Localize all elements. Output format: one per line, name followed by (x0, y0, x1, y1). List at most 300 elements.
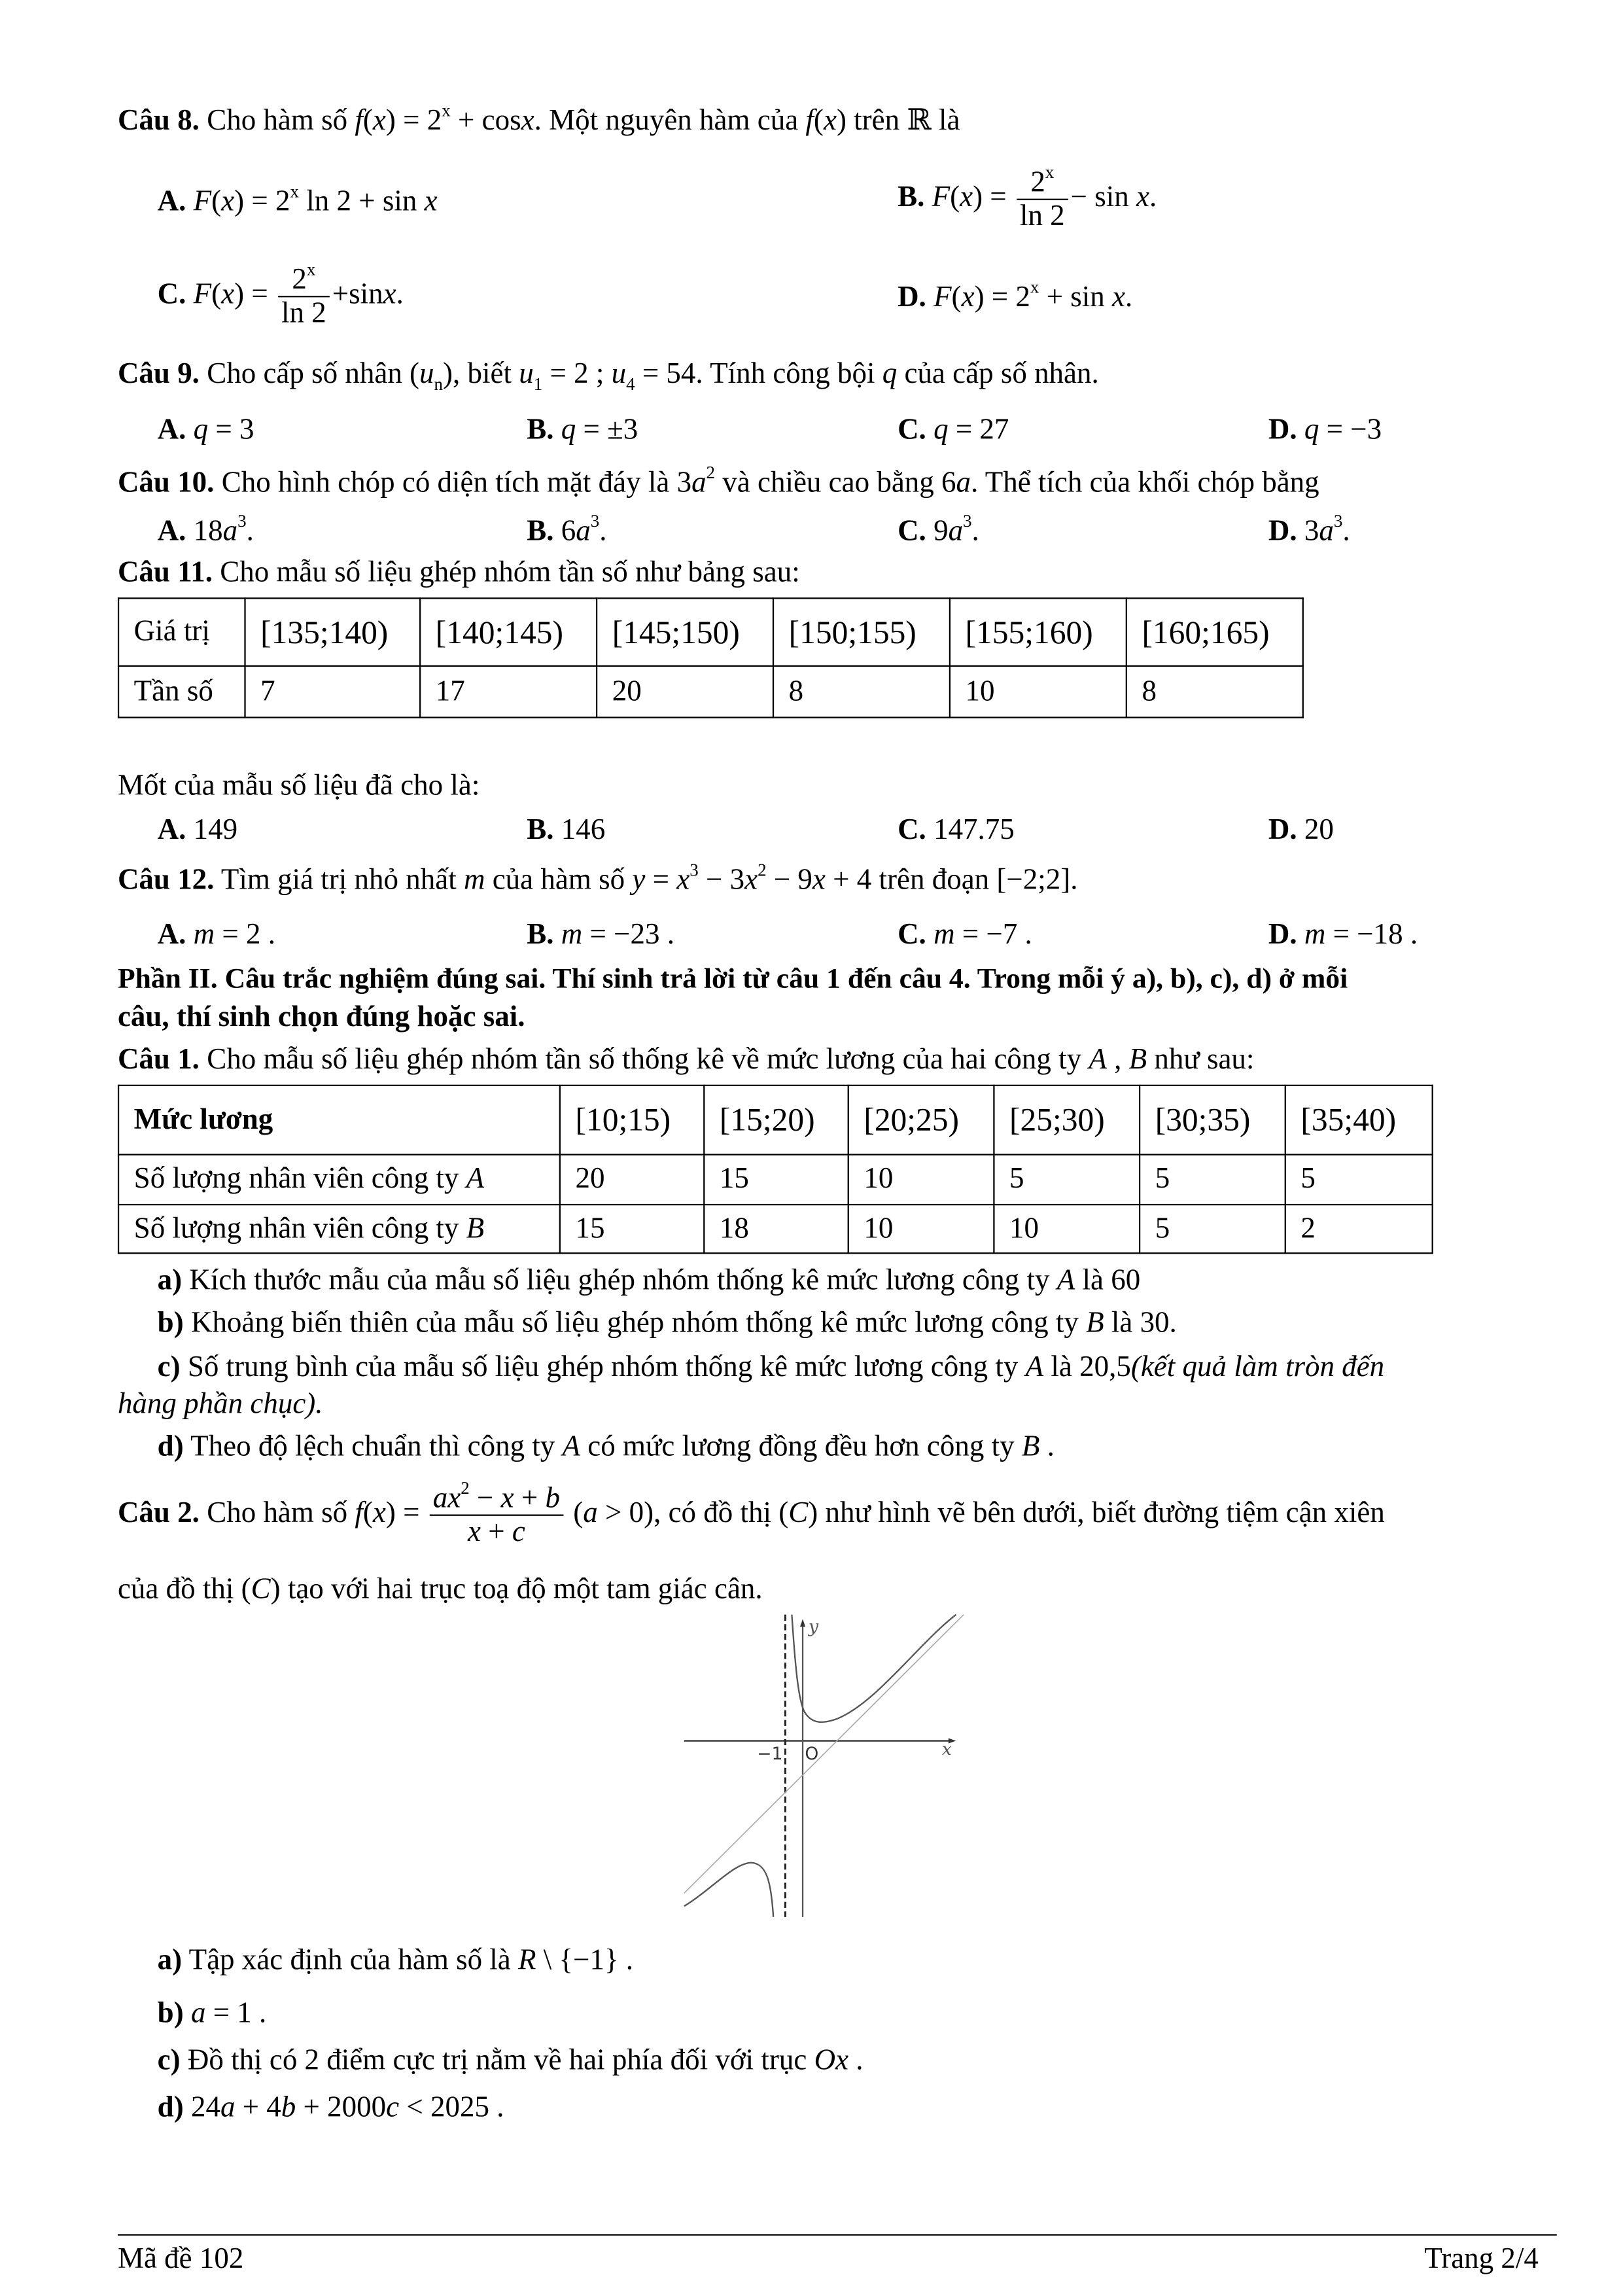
bold-text: C. (898, 813, 926, 847)
text-segment: . (1039, 1430, 1055, 1463)
q12-option-b (527, 917, 674, 952)
text-segment: ( (211, 185, 222, 218)
text-segment: = 54. Tính công bội (635, 357, 882, 391)
bold-text: A. (157, 414, 186, 446)
text-segment: Cho hàm số (199, 104, 355, 137)
text-segment: + cos (450, 104, 521, 137)
q12-option-a (158, 917, 275, 952)
math-variable: x (221, 278, 235, 311)
bold-text: B. (898, 181, 925, 214)
bold-text: A. (157, 918, 186, 951)
math-variable: y (632, 864, 646, 896)
bold-text: B. (527, 515, 554, 548)
math-variable: q (561, 414, 576, 446)
bold-text: B. (527, 414, 554, 446)
text-segment: Cho mẫu số liệu ghép nhóm tần số như bảng sau: (212, 556, 800, 589)
text-segment: . (396, 278, 404, 311)
text-segment: ) tạo với hai trục toạ độ một tam giác cân. (270, 1573, 763, 1606)
math-variable: hàng phần chục). (117, 1388, 323, 1421)
table-cell: 18 (704, 1205, 848, 1253)
table-cell: [20;25) (848, 1086, 994, 1155)
math-variable: x (676, 864, 690, 896)
fraction (279, 258, 330, 330)
text-segment: Số lượng nhân viên công ty (133, 1162, 466, 1195)
math-variable: C (251, 1573, 271, 1606)
bold-text: d) (157, 2091, 184, 2124)
exam-code: Mã đề 102 (117, 2242, 244, 2276)
math-variable: Ox (814, 2044, 849, 2077)
text-segment: = 27 (948, 414, 1009, 446)
text-segment: = 2 . (215, 918, 276, 951)
text-segment: = 3 (208, 414, 254, 446)
math-variable: A (466, 1162, 485, 1195)
table-cell: 15 (704, 1155, 848, 1205)
table-row (118, 1205, 1433, 1253)
math-variable: x (467, 1515, 481, 1549)
table-cell: 10 (848, 1205, 994, 1253)
math-variable: u (419, 357, 434, 391)
text-segment: Số trung bình của mẫu số liệu ghép nhóm thống kê mức lương công ty (180, 1351, 1026, 1384)
text-segment: 2 (1030, 166, 1045, 199)
q11-frequency-table (118, 597, 1304, 718)
math-variable: ax (432, 1482, 461, 1515)
superscript: 3 (237, 510, 247, 531)
p2-statement-b (158, 1996, 267, 2031)
q9-option-a (158, 412, 254, 448)
table-cell: 20 (560, 1155, 704, 1205)
math-variable: q (934, 414, 949, 446)
table-cell: 10 (848, 1155, 994, 1205)
denominator (279, 297, 330, 329)
bold-text: Câu 10. (117, 467, 215, 499)
q9-option-d (1268, 412, 1382, 448)
math-variable: a (691, 467, 707, 499)
text-segment: 24 (183, 2091, 220, 2124)
label-x: x (941, 1739, 952, 1760)
text-segment: là 30. (1104, 1307, 1177, 1339)
bold-text: A. (157, 813, 186, 847)
text-segment: ( (211, 278, 222, 311)
q11-option-c (898, 813, 1015, 848)
math-variable: a (220, 2091, 236, 2124)
math-variable: m (463, 864, 485, 896)
math-variable: R (518, 1944, 536, 1977)
q8-option-b (898, 162, 1157, 233)
page-number: Trang 2/4 (1424, 2242, 1539, 2276)
part2-heading-cont (118, 999, 525, 1034)
text-segment: 146 (553, 813, 606, 847)
table-cell: [140;145) (420, 598, 597, 665)
text-segment: . (971, 515, 979, 548)
q12-stem (117, 859, 1078, 898)
bold-text: b) (157, 1307, 184, 1339)
text-segment: ( (565, 1496, 584, 1530)
table-cell: 15 (560, 1205, 704, 1253)
bold-text: Câu 11. (117, 556, 213, 589)
text-segment: ), biết (443, 357, 519, 391)
text-segment: Cho hình chóp có diện tích mặt đáy là 3 (214, 467, 692, 499)
math-variable: B (466, 1212, 485, 1245)
text-segment: Cho mẫu số liệu ghép nhóm tần số thống kê về mức lương của hai công ty (199, 1043, 1089, 1076)
text-segment: 3 (1297, 515, 1319, 548)
p1-salary-table (118, 1085, 1433, 1254)
table-cell: [160;165) (1126, 598, 1303, 665)
q10-stem (117, 462, 1319, 501)
text-segment: = −23 . (582, 918, 674, 951)
q10-option-c (898, 510, 979, 549)
math-variable: q (193, 414, 209, 446)
text-segment: 149 (186, 813, 238, 847)
text-segment: − (469, 1482, 501, 1515)
math-variable: B (1086, 1307, 1104, 1339)
math-variable: m (561, 918, 583, 951)
text-segment: là 60 (1075, 1264, 1141, 1297)
text-segment: . (599, 515, 607, 548)
math-variable: x (372, 104, 386, 137)
math-variable: x (424, 185, 438, 218)
bold-text: c) (157, 2044, 181, 2077)
row-header-cell: Mức lương (118, 1086, 560, 1155)
q11-option-d (1268, 813, 1334, 848)
q10-option-d (1268, 510, 1350, 549)
text-segment: 9 (926, 515, 949, 548)
text-segment: Đồ thị có 2 điểm cực trị nằm về hai phía đối với trục (180, 2044, 814, 2077)
q10-option-a (157, 510, 254, 549)
q8-stem (117, 99, 960, 138)
math-variable: a (190, 1997, 206, 2030)
math-variable: a (576, 515, 591, 548)
bold-text: B. (527, 813, 554, 847)
table-cell: 20 (597, 666, 773, 718)
superscript: 3 (963, 510, 972, 531)
math-variable: A (1025, 1351, 1044, 1384)
p2-stem-cont (118, 1572, 763, 1607)
math-variable: A (1089, 1043, 1107, 1076)
math-variable: C (788, 1496, 809, 1530)
table-cell: [135;140) (245, 598, 421, 665)
row-header-cell (118, 1155, 560, 1205)
bold-text: Câu 8. (117, 104, 200, 137)
math-variable: x (372, 1496, 386, 1530)
math-variable: x (812, 864, 826, 896)
text-segment: Số lượng nhân viên công ty (133, 1212, 466, 1245)
bold-text: D. (1268, 813, 1297, 847)
math-variable: F (193, 185, 212, 218)
math-variable: A (562, 1430, 581, 1463)
text-segment: ) trên ℝ là (836, 104, 960, 137)
math-variable: x (500, 1482, 514, 1515)
text-segment: Khoảng biến thiên của mẫu số liệu ghép nhóm thống kê mức lương công ty (183, 1307, 1087, 1339)
math-variable: x (1112, 281, 1126, 314)
bold-text: D. (898, 281, 926, 314)
text-segment: 2 (292, 263, 307, 296)
table-cell: 8 (773, 666, 950, 718)
text-segment: + 4 trên đoạn [−2;2]. (825, 864, 1078, 896)
text-segment: = (645, 864, 677, 896)
numerator (1017, 162, 1068, 200)
table-cell: [145;150) (597, 598, 773, 665)
math-variable: c (386, 2091, 400, 2124)
math-variable: a (222, 515, 238, 548)
text-segment: ) = 2 (385, 104, 442, 137)
q11-option-a (158, 813, 237, 848)
superscript: 2 (461, 1477, 470, 1498)
bold-text: A. (157, 515, 186, 548)
text-segment: = 1 . (205, 1997, 267, 2030)
row-header-cell: Giá trị (118, 598, 245, 665)
text-segment: , (1106, 1043, 1129, 1076)
text-segment: = −18 . (1325, 918, 1418, 951)
text-segment: ) như hình vẽ bên dưới, biết đường tiệm cận xiên (808, 1496, 1385, 1530)
bold-text: c) (157, 1351, 181, 1384)
superscript: x (290, 181, 300, 202)
q11-question (118, 768, 480, 804)
text-segment: . Thể tích của khối chóp bằng (971, 467, 1319, 499)
label-y: y (809, 1616, 819, 1637)
math-variable: b (281, 2091, 296, 2124)
bold-text: a) (157, 1264, 183, 1297)
table-cell: 17 (420, 666, 597, 718)
superscript: x (1030, 276, 1039, 298)
bold-text: C. (157, 278, 186, 311)
text-segment: − 3 (698, 864, 745, 896)
footer-divider (118, 2234, 1557, 2235)
p1-statement-c (158, 1350, 1384, 1385)
text-segment: − 9 (766, 864, 812, 896)
subscript: 4 (626, 374, 635, 395)
bold-text: C. (898, 414, 926, 446)
subscript: 1 (533, 374, 543, 395)
text-segment: Mốt của mẫu số liệu đã cho là: (117, 769, 480, 802)
bold-text: D. (1268, 515, 1297, 548)
text-segment: Theo độ lệch chuẩn thì công ty (183, 1430, 563, 1463)
q9-option-b (527, 412, 638, 448)
numerator (279, 258, 330, 298)
bold-text: B. (527, 918, 554, 951)
p1-statement-d (158, 1429, 1055, 1464)
math-variable: a (1319, 515, 1334, 548)
denominator (1017, 200, 1068, 232)
bold-text: D. (1268, 918, 1297, 951)
superscript: x (442, 99, 451, 121)
math-variable: (kết quả làm tròn đến (1130, 1351, 1385, 1384)
math-variable: b (545, 1482, 560, 1515)
bold-text: Câu 9. (117, 357, 200, 391)
math-variable: x (960, 181, 973, 214)
superscript: 2 (706, 462, 716, 483)
table-cell: [10;15) (560, 1086, 704, 1155)
superscript: 3 (590, 510, 600, 531)
math-variable: f (805, 104, 814, 137)
table-cell: [35;40) (1285, 1086, 1433, 1155)
text-segment: . (1342, 515, 1350, 548)
q10-option-b (527, 510, 607, 549)
table-cell: [155;160) (950, 598, 1126, 665)
math-variable: x (961, 281, 975, 314)
text-segment: ln 2 + sin (299, 185, 425, 218)
math-variable: f (355, 1496, 363, 1530)
text-segment: của đồ thị ( (117, 1573, 251, 1606)
row-header-cell: Tần số (118, 666, 245, 718)
math-variable: m (934, 918, 955, 951)
table-cell: [150;155) (773, 598, 950, 665)
text-segment: . (246, 515, 254, 548)
math-variable: A (1056, 1264, 1075, 1297)
table-cell: 5 (1285, 1155, 1433, 1205)
text-segment: . (1149, 181, 1157, 214)
table-row (118, 1155, 1433, 1205)
label-origin: O (805, 1743, 819, 1764)
math-variable: q (882, 357, 898, 391)
text-segment: + 2000 (296, 2091, 387, 2124)
curve-left-branch (684, 1863, 773, 1917)
oblique-asymptote (684, 1615, 964, 1894)
text-segment: ) = (973, 181, 1014, 214)
table-cell: 5 (1140, 1205, 1285, 1253)
superscript: 2 (758, 859, 767, 881)
math-variable: B (1128, 1043, 1147, 1076)
p2-stem (117, 1477, 1385, 1549)
text-segment: ( (362, 104, 373, 137)
text-segment: Tập xác định của hàm số là (182, 1944, 519, 1977)
text-segment: của hàm số (485, 864, 633, 896)
bold-text: C. (898, 515, 926, 548)
text-segment: và chiều cao bằng 6 (715, 467, 956, 499)
text-segment: 18 (186, 515, 223, 548)
p1-statement-b (158, 1305, 1177, 1341)
denominator (430, 1516, 563, 1548)
subscript: n (434, 374, 444, 395)
bold-text: Câu 1. (117, 1043, 200, 1076)
table-cell: 10 (950, 666, 1126, 718)
p1-statement-a (158, 1263, 1141, 1298)
text-segment: 147.75 (926, 813, 1015, 847)
text-segment: − sin (1070, 181, 1137, 214)
math-variable: q (1304, 414, 1319, 446)
math-variable: f (355, 104, 363, 137)
math-variable: x (744, 864, 758, 896)
part2-heading (118, 963, 1348, 998)
table-row (118, 598, 1303, 665)
text-segment: ( (362, 1496, 373, 1530)
text-segment: + (480, 1515, 512, 1549)
bold-text: d) (157, 1430, 184, 1463)
math-variable: F (193, 278, 212, 311)
text-segment: . (1125, 281, 1133, 314)
text-segment: . Một nguyên hàm của (534, 104, 806, 137)
text-segment: . (848, 2044, 864, 2077)
math-variable: x (521, 104, 534, 137)
q12-option-c (898, 917, 1032, 952)
text-segment: ( (951, 281, 962, 314)
math-variable: x (383, 278, 396, 311)
q9-stem (117, 356, 1099, 395)
math-variable: u (611, 357, 627, 391)
superscript: 3 (689, 859, 699, 881)
p1-stem (118, 1042, 1254, 1078)
row-header-cell (118, 1205, 560, 1253)
math-variable: u (519, 357, 534, 391)
bold-text: Câu 12. (117, 864, 215, 896)
text-segment: Kích thước mẫu của mẫu số liệu ghép nhóm thống kê mức lương công ty (182, 1264, 1057, 1297)
superscript: x (1045, 162, 1055, 183)
text-segment: ln 2 (281, 297, 326, 330)
text-segment: < 2025 . (399, 2091, 504, 2124)
text-segment: ( (950, 181, 960, 214)
p2-statement-d (158, 2090, 504, 2125)
text-segment: = ±3 (576, 414, 638, 446)
p1-statement-c-cont (118, 1386, 323, 1422)
text-segment: = −7 . (954, 918, 1032, 951)
fraction (1017, 162, 1068, 233)
bold-text: a) (157, 1944, 183, 1977)
table-cell: 2 (1285, 1205, 1433, 1253)
q12-option-d (1268, 917, 1418, 952)
text-segment: 20 (1297, 813, 1334, 847)
numerator (430, 1477, 563, 1516)
p2-statement-a (158, 1943, 633, 1978)
text-segment: 6 (553, 515, 576, 548)
text-segment: + 4 (235, 2091, 281, 2124)
text-segment: ) = (234, 278, 276, 311)
text-segment: = −3 (1319, 414, 1382, 446)
q8-option-d (898, 276, 1133, 315)
text-segment: \ {−1} . (536, 1944, 634, 1977)
q11-option-b (527, 813, 605, 848)
text-segment: như sau: (1147, 1043, 1255, 1076)
bold-text: A. (157, 185, 186, 218)
text-segment: Cho hàm số (199, 1496, 355, 1530)
math-variable: a (948, 515, 964, 548)
text-segment: + (514, 1482, 546, 1515)
function-graph (680, 1610, 980, 1937)
bold-text: Phần II. Câu trắc nghiệm đúng sai. Thí sinh trả lời từ câu 1 đến câu 4. Trong mỗi ý a), b), c), d) ở mỗi (117, 964, 1348, 995)
table-cell: 5 (1140, 1155, 1285, 1205)
math-variable: B (1021, 1430, 1040, 1463)
text-segment: ( (813, 104, 824, 137)
bold-text: Câu 2. (117, 1496, 200, 1530)
text-segment: = 2 ; (542, 357, 612, 391)
superscript: 3 (1333, 510, 1343, 531)
math-variable: F (932, 181, 951, 214)
fraction (430, 1477, 563, 1549)
p2-statement-c (158, 2043, 864, 2078)
y-axis-arrow-icon (800, 1619, 805, 1627)
text-segment: ln 2 (1019, 200, 1065, 233)
table-row (118, 1086, 1433, 1155)
q11-stem (118, 555, 800, 590)
math-variable: x (823, 104, 837, 137)
table-cell: [30;35) (1140, 1086, 1285, 1155)
superscript: x (306, 258, 316, 280)
table-cell: 5 (994, 1155, 1140, 1205)
text-segment: ) = 2 (974, 281, 1030, 314)
math-variable: F (934, 281, 952, 314)
math-variable: a (583, 1496, 598, 1530)
text-segment: Cho cấp số nhân ( (199, 357, 420, 391)
text-segment: có mức lương đồng đều hơn công ty (580, 1430, 1022, 1463)
text-segment (184, 1997, 191, 2029)
math-variable: x (221, 185, 235, 218)
text-segment: của cấp số nhân. (897, 357, 1099, 391)
text-segment: + sin (1039, 281, 1113, 314)
q8-option-c (157, 258, 404, 330)
q8-option-a (157, 181, 438, 219)
table-cell: [25;30) (994, 1086, 1140, 1155)
math-variable: m (1304, 918, 1326, 951)
bold-text: C. (898, 918, 926, 951)
table-cell: 10 (994, 1205, 1140, 1253)
